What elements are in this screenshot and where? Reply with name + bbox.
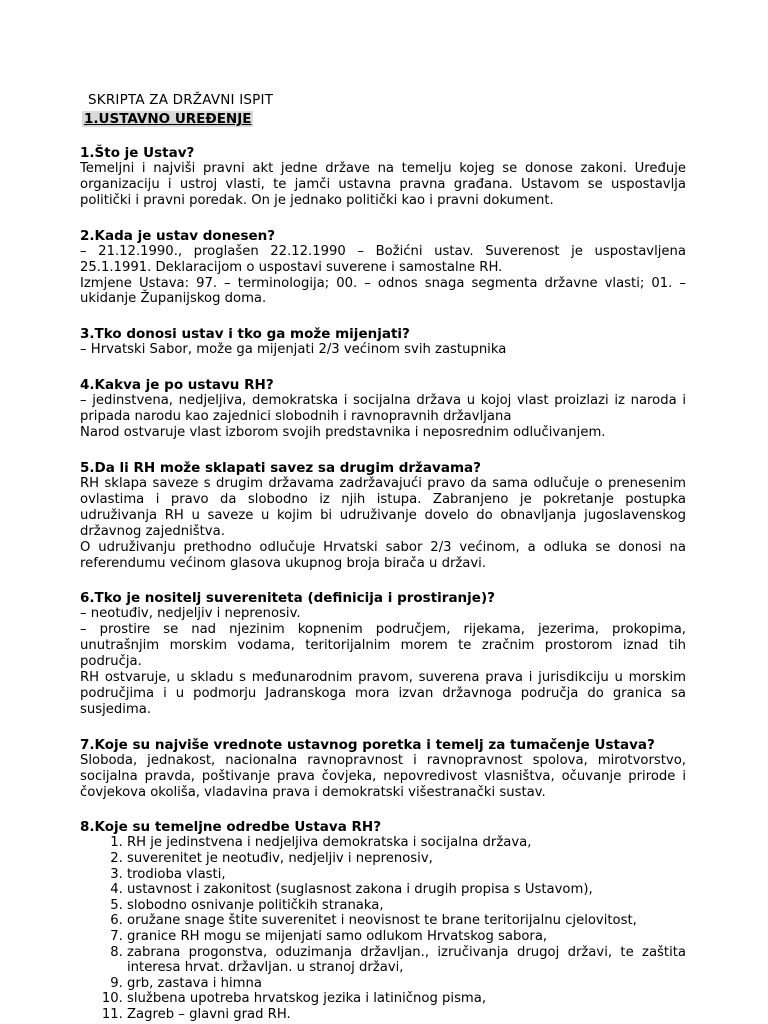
answer-paragraph: RH sklapa saveze s drugim državama zadržavajući pravo da sama odlučuje o prenesenim ovlastima i pravo da slobodno iz njih istupa. Zabranjeno je pokretanje postupka udruživanja RH u saveze u kojim bi udruživanje dovelo do obnavljanja jugoslavenskog državnog zajedništva. [80, 475, 686, 539]
section-heading: 1.USTAVNO UREĐENJE [84, 111, 252, 127]
question-8 [80, 819, 686, 1022]
question-4 [80, 377, 686, 441]
list-item: 3. trodioba vlasti, [127, 867, 686, 883]
list-item: 10. službena upotreba hrvatskog jezika i latiničnog pisma, [127, 991, 686, 1007]
question-title: 6.Tko je nositelj suvereniteta (definicija i prostiranje)? [80, 590, 495, 607]
answer-paragraph: Temeljni i najviši pravni akt jedne države na temelju kojeg se donose zakoni. Uređuje organizaciju i ustroj vlasti, te jamči ustavna pravna građana. Ustavom se uspostavlja politički i pravni poredak. On je jednako politički kao i pravni dokument. [80, 161, 686, 208]
question-title: 3.Tko donosi ustav i tko ga može mijenjati? [80, 326, 410, 343]
question-title: 5.Da li RH može sklapati savez sa drugim državama? [80, 459, 481, 476]
list-item: 7. granice RH mogu se mijenjati samo odlukom Hrvatskog sabora, [127, 929, 686, 945]
list-item: 6. oružane snage štite suverenitet i neovisnost te brane teritorijalnu cjelovitost, [127, 913, 686, 929]
question-1 [80, 145, 686, 209]
question-6 [80, 590, 686, 717]
answer-paragraph: Narod ostvaruje vlast izborom svojih predstavnika i neposrednim odlučivanjem. [80, 425, 606, 441]
question-title: 7.Koje su najviše vrednote ustavnog poretka i temelj za tumačenje Ustava? [80, 736, 655, 753]
list-item: 9. grb, zastava i himna [127, 976, 686, 992]
question-title: 1.Što je Ustav? [80, 145, 195, 161]
provisions-list [80, 835, 686, 1022]
question-3 [80, 326, 686, 358]
answer-paragraph: RH ostvaruje, u skladu s međunarodnim pravom, suverena prava i jurisdikciju u morskim područjima i u podmorju Jadranskoga mora izvan državnoga područja do granica sa susjedima. [80, 670, 686, 717]
list-item: 2. suverenitet je neotuđiv, nedjeljiv i neprenosiv, [127, 851, 686, 867]
list-item: 11. Zagreb – glavni grad RH. [127, 1007, 686, 1023]
question-title: 4.Kakva je po ustavu RH? [80, 377, 274, 394]
answer-paragraph: Sloboda, jednakost, nacionalna ravnopravnost i ravnopravnost spolova, mirotvorstvo, socijalna pravda, poštivanje prava čovjeka, nepovredivost vlasništva, očuvanje prirode i čovjekova okoliša, vladavina prava i demokratski višestranački sustav. [80, 752, 686, 800]
list-item: 8. zabrana progonstva, oduzimanja državljan., izručivanja drugoj državi, te zaštita interesa hrvat. državljan. u stranoj državi, [127, 945, 686, 976]
list-item: 5. slobodno osnivanje političkih stranaka, [127, 898, 686, 914]
document-page [80, 92, 686, 1023]
answer-paragraph: – jedinstvena, nedjeljiva, demokratska i socijalna država u kojoj vlast proizlazi iz naroda i pripada narodu kao zajednici slobodnih i ravnopravnih državljana [80, 393, 686, 425]
list-item: 1. RH je jedinstvena i nedjeljiva demokratska i socijalna država, [127, 835, 686, 851]
question-title: 2.Kada je ustav donesen? [80, 227, 276, 244]
answer-paragraph: – 21.12.1990., proglašen 22.12.1990 – Božićni ustav. Suverenost je uspostavljena 25.1.1991. Deklaracijom o uspostavi suverene i samostalne RH. [80, 243, 686, 275]
question-2 [80, 228, 686, 308]
answer-paragraph: – Hrvatski Sabor, može ga mijenjati 2/3 većinom svih zastupnika [80, 342, 507, 358]
answer-paragraph: – neotuđiv, nedjeljiv i neprenosiv. [80, 606, 301, 622]
document-title: SKRIPTA ZA DRŽAVNI ISPIT [88, 92, 274, 108]
answer-paragraph: Izmjene Ustava: 97. – terminologija; 00. – odnos snaga segmenta državne vlasti; 01. – ukidanje Županijskog doma. [80, 275, 686, 307]
question-title: 8.Koje su temeljne odredbe Ustava RH? [80, 819, 382, 836]
answer-paragraph: O udruživanju prethodno odlučuje Hrvatski sabor 2/3 većinom, a odluka se donosi na referendumu većinom glasova ukupnog broja birača u državi. [80, 539, 686, 571]
answer-paragraph: – prostire se nad njezinim kopnenim područjem, rijekama, jezerima, prokopima, unutrašnjim morskim vodama, teritorijalnim morem te zračnim prostorom iznad tih područja. [80, 622, 686, 670]
list-item: 4. ustavnost i zakonitost (suglasnost zakona i drugih propisa s Ustavom), [127, 882, 686, 898]
question-7 [80, 737, 686, 801]
question-5 [80, 460, 686, 571]
